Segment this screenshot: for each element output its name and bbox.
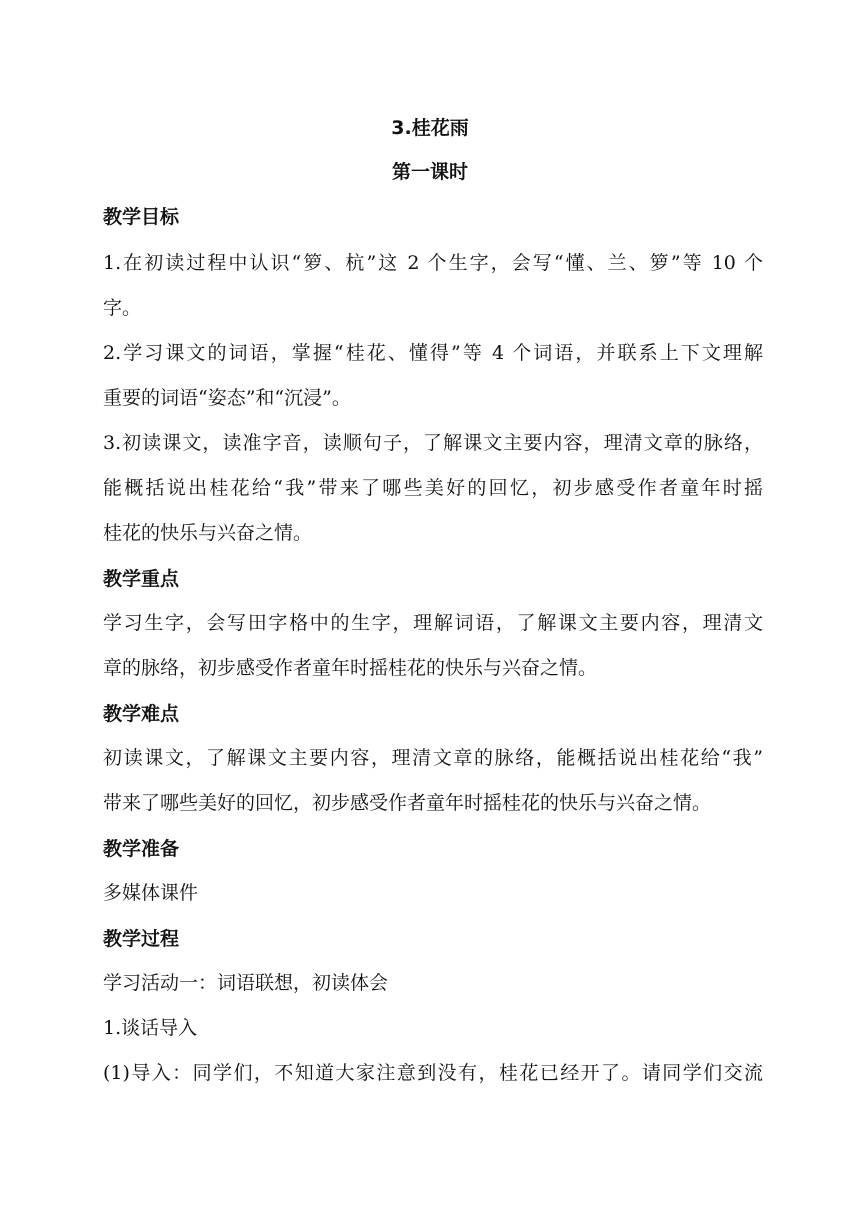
objectives-line: 重要的词语“姿态”和“沉浸”。 — [103, 387, 351, 409]
key-points-line: 学习生字，会写田字格中的生字，理解词语，了解课文主要内容，理清文 — [103, 612, 763, 634]
section-heading-difficulties: 教学难点 — [103, 703, 180, 725]
objectives-line: 桂花的快乐与兴奋之情。 — [103, 522, 313, 544]
process-line: 1.谈话导入 — [103, 1017, 198, 1039]
key-points-line: 章的脉络，初步感受作者童年时摇桂花的快乐与兴奋之情。 — [103, 657, 598, 679]
process-line: (1)导入：同学们，不知道大家注意到没有，桂花已经开了。请同学们交流 — [103, 1062, 763, 1084]
objectives-line: 能概括说出桂花给“我”带来了哪些美好的回忆，初步感受作者童年时摇 — [103, 477, 763, 499]
section-heading-process: 教学过程 — [103, 928, 180, 950]
difficulties-line: 带来了哪些美好的回忆，初步感受作者童年时摇桂花的快乐与兴奋之情。 — [103, 792, 712, 814]
process-line: 学习活动一：词语联想，初读体会 — [103, 972, 389, 994]
lesson-title: 3.桂花雨 — [391, 117, 469, 139]
difficulties-line: 初读课文，了解课文主要内容，理清文章的脉络，能概括说出桂花给“我” — [103, 747, 763, 769]
preparation-line: 多媒体课件 — [103, 882, 199, 904]
objectives-line: 2.学习课文的词语，掌握“桂花、懂得”等 4 个词语，并联系上下文理解 — [103, 342, 763, 364]
section-heading-objectives: 教学目标 — [103, 206, 180, 228]
lesson-subtitle: 第一课时 — [391, 161, 468, 183]
objectives-line: 1.在初读过程中认识“箩、杭”这 2 个生字，会写“懂、兰、箩”等 10 个 — [103, 252, 763, 274]
section-heading-key-points: 教学重点 — [103, 568, 180, 590]
objectives-line: 3.初读课文，读准字音，读顺句子，了解课文主要内容，理清文章的脉络， — [103, 432, 763, 454]
section-heading-preparation: 教学准备 — [103, 838, 180, 860]
objectives-line: 字。 — [103, 297, 142, 319]
